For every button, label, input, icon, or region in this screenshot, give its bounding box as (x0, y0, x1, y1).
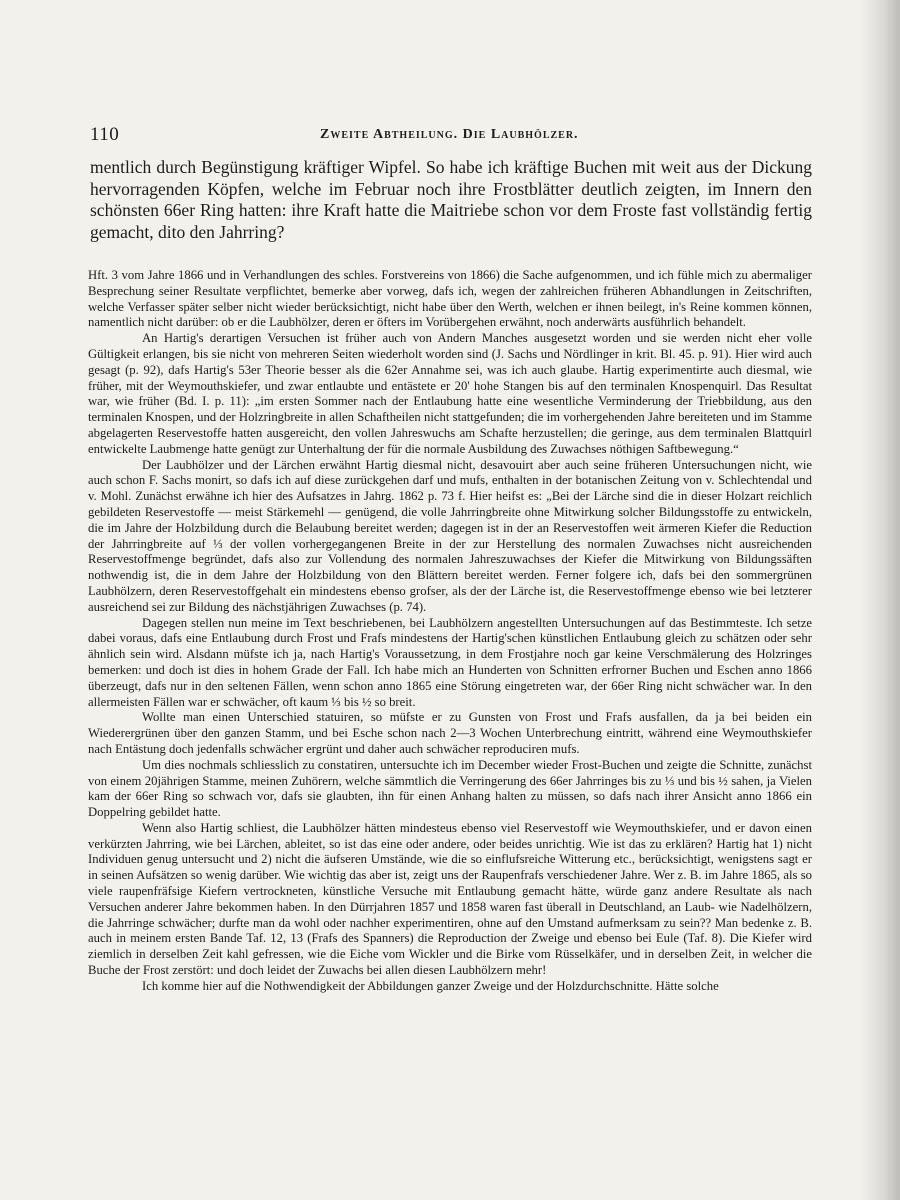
page-header (90, 124, 820, 148)
running-head: Zweite Abtheilung. Die Laubhölzer. (320, 127, 579, 142)
footnote-paragraph: Dagegen stellen nun meine im Text beschriebenen, bei Laubhölzern angestellten Untersuchungen auf das Bestimmteste. Ich setze dabei voraus, dafs eine Entlaubung durch Frost und Frafs mindestens der Hartig'schen künstlichen Entlaubung gleich zu schätzen oder sehr ähnlich sein wird. Alsdann müfste ich ja, nach Hartig's Voraussetzung, in dem Frostjahre noch gar keine Verschmälerung des Holzringes bemerken: und doch ist dies in hohem Grade der Fall. Ich habe mich an Hunderten von Schnitten erfrorner Buchen und Eschen anno 1866 überzeugt, dafs nur in den seltenen Fällen, wenn schon anno 1865 eine Störung eingetreten war, der 66er Ring nicht schwächer war. In den allermeisten Fällen war er schwächer, oft kaum ⅓ bis ½ so breit. (88, 615, 812, 709)
body-paragraph: mentlich durch Begünstigung kräftiger Wipfel. So habe ich kräftige Buchen mit weit aus der Dickung hervorragenden Köpfen, welche im Februar noch ihre Frostblätter deutlich zeigten, im Innern den schönsten 66er Ring hatten: ihre Kraft hatte die Maitriebe schon vor dem Froste fast vollständig fertig gemacht, dito den Jahrring? (90, 157, 812, 242)
footnote-paragraph: Der Laubhölzer und der Lärchen erwähnt Hartig diesmal nicht, desavouirt aber auch seine früheren Untersuchungen nicht, wie auch schon F. Sachs monirt, so dafs ich auf diese zurückgehen darf und mufs, enthalten in der botanischen Zeitung von v. Schlechtendal und v. Mohl. Zunächst erwähne ich hier des Aufsatzes in Jahrg. 1862 p. 73 f. Hier heifst es: „Bei der Lärche sind die in dieser Holzart reichlich gebildeten Reservestoffe — meist Stärkemehl — genügend, die volle Jahrringbreite ohne Mitwirkung solcher Bildungsstoffe zu entwickeln, die im Jahre der Holzbildung durch die Belaubung bereitet werden; dagegen ist in der an Reservestoffen weit ärmeren Kiefer die Reduction der Jahrringbreite auf ⅓ der vollen vorhergegangenen Breite in der zur Herstellung des normalen Zuwachses nicht ausreichenden Reservestoffmenge begründet, dafs also zur Vollendung des normalen Jahreszuwachses der Kiefer die Mitwirkung von Bildungssäften nothwendig ist, die in dem Jahre der Holzbildung von den Blättern bereitet werden. Ferner folgere ich, dafs bei den sommergrünen Laubhölzern, deren Reservestoffgehalt ein mindestens ebenso grofser, als der der Lärche ist, die Reservestoffmenge ebenso wie bei letzterer ausreichend sei zur Bildung des nächstjährigen Zuwachses (p. 74). (88, 457, 812, 614)
footnote-block (88, 268, 812, 995)
footnote-paragraph: Um dies nochmals schliesslich zu constatiren, untersuchte ich im December wieder Frost-Buchen und zeigte die Schnitte, zunächst von einem 20jährigen Stamme, meinen Zuhörern, welche sämmtlich die Verringerung des 66er Jahrringes bis zu ⅓ und bis ½ sahen, ja Vielen kam der 66er Ring so schwach vor, dafs sie glaubten, ihn für einen Anhang halten zu müssen, so dafs nach ihrer Ansicht anno 1866 ein Doppelring gebildet hatte. (88, 757, 812, 820)
main-body-text (90, 157, 812, 243)
footnote-paragraph: Wenn also Hartig schliest, die Laubhölzer hätten mindesteus ebenso viel Reservestoff wie Weymouthskiefer, und er davon einen verkürzten Jahrring, wie bei Lärchen, ableitet, so ist das eine oder andere, oder beides unrichtig. Wie ist das zu erklären? Hartig hat 1) nicht Individuen genug untersucht und 2) nicht die äufseren Umstände, wie die so einflufsreiche Witterung etc., berücksichtigt, wenigstens sagt er in seinen Aufsätzen so wenig darüber. Wie wichtig das aber ist, zeigt uns der Raupenfrafs verschiedener Jahre. Wer z. B. im Jahre 1865, als so viele raupenfräfsige Kiefern vertrockneten, künstliche Versuche mit Entlaubung gemacht hätte, würde ganz andere Resultate als nach Versuchen anderer Jahre bekommen haben. In den Dürrjahren 1857 und 1858 waren fast überall in Deutschland, an Laub- wie Nadelhölzern, die Jahrringe schwächer; durfte man da wohl oder nachher experimentiren, ohne auf den Umstand aufmerksam zu sein?? Man bedenke z. B. auch in meinem ersten Bande Taf. 12, 13 (Frafs des Spanners) die Reproduction der Zweige und ebenso bei Eule (Taf. 8). Die Kiefer wird ziemlich in derselben Zeit kahl gefressen, wie die Eiche vom Wickler und die Birke vom Rüsselkäfer, und in derselben Zeit, in welcher die Buche der Frost zerstört: und doch leidet der Zuwachs bei allen diesen Laubhölzern mehr! (88, 820, 812, 978)
footnote-paragraph: An Hartig's derartigen Versuchen ist früher auch von Andern Manches ausgesetzt worden und sie werden nicht eher volle Gültigkeit erlangen, bis sie nicht von mehreren Seiten wiederholt worden sind (J. Sachs und Nördlinger in krit. Bl. 45. p. 91). Hier wird auch gesagt (p. 92), dafs Hartig's 53er Theorie besser als die 62er Annahme sei, was ich auch glaube. Hartig experimentirte auch diesmal, wie früher, mit der Weymouthskiefer, und zwar entlaubte und entästete er 20' hohe Stangen bis auf den terminalen Knospenquirl. Das Resultat war, wie früher (Bd. I. p. 11): „im ersten Sommer nach der Entlaubung hatte eine wesentliche Verminderung der Triebbildung, aus den terminalen Knospen, und der Holzringbreite in allen Schaftheilen nicht stattgefunden; die im vorhergehenden Jahre bereiteten und im Stamme abgelagerten Reservestoffe hatten ausgereicht, den vollen Jahreswuchs am Schafte herzustellen; die geringe, aus dem terminalen Blattquirl entwickelte Laubmenge hatte genügt zur Unterhaltung der für die normale Ausbildung des Zuwachses nöthigen Saftbewegung.“ (88, 331, 812, 456)
footnote-paragraph: Ich komme hier auf die Nothwendigkeit der Abbildungen ganzer Zweige und der Holzdurchschnitte. Hätte solche (142, 978, 719, 993)
page-number: 110 (90, 124, 120, 145)
footnote-paragraph: Hft. 3 vom Jahre 1866 und in Verhandlungen des schles. Forstvereins von 1866) die Sache aufgenommen, und ich fühle mich zu abermaliger Besprechung seiner Resultate verpflichtet, bemerke aber vorweg, dafs ich, wegen der zahlreichen früheren Abhandlungen in Zeitschriften, welche Verfasser später selber nicht wieder berücksichtigt, nicht habe über den Werth, welchen er ihnen beilegt, in's Reine kommen können, namentlich nicht darüber: ob er die Laubhölzer, deren er öfters im Vorübergehen erwähnt, noch anderwärts ausführlich behandelt. (88, 268, 812, 330)
page-edge-shadow (860, 0, 900, 1200)
footnote-paragraph: Wollte man einen Unterschied statuiren, so müfste er zu Gunsten von Frost und Frafs ausfallen, da ja bei beiden ein Wiederergrünen über den ganzen Stamm, und bei Esche schon nach 2—3 Wochen Unterbrechung eintritt, während eine Weymouthskiefer nach Entästung doch jedenfalls schwächer ergrünt und daher auch schwächer reproduciren mufs. (88, 710, 812, 756)
